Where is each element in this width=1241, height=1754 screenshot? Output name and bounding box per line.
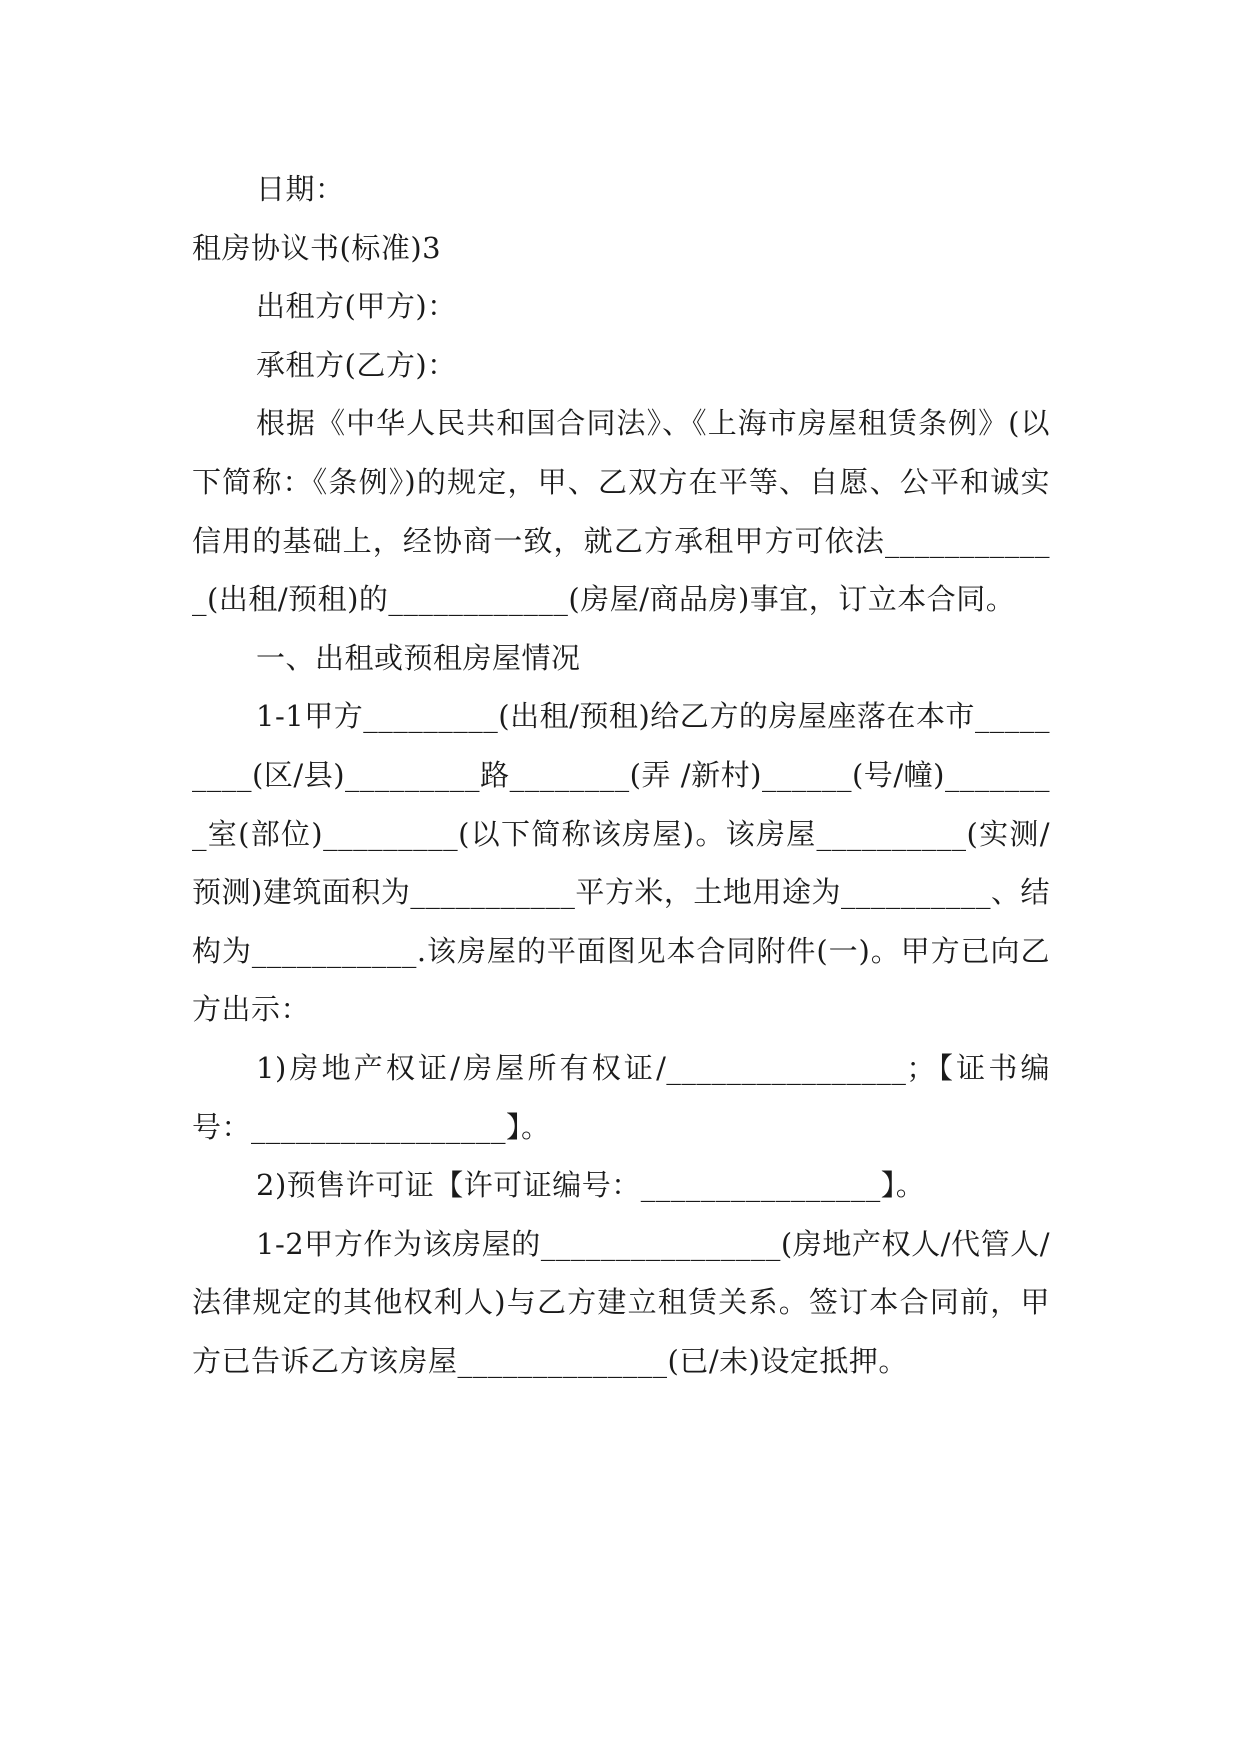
preamble-paragraph: 根据《中华人民共和国合同法》、《上海市房屋租赁条例》(以下简称：《条例》)的规定，甲、乙双方在平等、自愿、公平和诚实信用的基础上，经协商一致，就乙方承租甲方可依法____________(出租/预租)的____________(房屋/商品房)事宜，订立本合同。: [192, 406, 1050, 617]
section-heading: 一、出租或预租房屋情况: [256, 640, 581, 675]
date-line: 日期：: [256, 172, 345, 206]
document-body: [192, 160, 1050, 1390]
clause-1-1: 1-1甲方_________(出租/预租)给乙方的房屋座落在本市_________(区/县)_________路________(弄 /新村)______(号/幢)________室(部位)_________(以下简称该房屋)。该房屋__________(实测/预测)建筑面积为___________平方米，土地用途为__________、结构为___________.该房屋的平面图见本合同附件(一)。甲方已向乙方出示：: [192, 699, 1050, 1027]
clause-1-2: 1-2甲方作为该房屋的________________(房地产权人/代管人/法律规定的其他权利人)与乙方建立租赁关系。签订本合同前，甲方已告诉乙方该房屋______________(已/未)设定抵押。: [192, 1226, 1050, 1378]
lessor-line: 出租方(甲方)：: [256, 289, 457, 324]
lessee-line: 承租方(乙方)：: [256, 347, 457, 382]
document-title: 租房协议书(标准)3: [192, 230, 442, 265]
clause-1-1-item-1: 1)房地产权证/房屋所有权证/________________；【证书编号：_________________】。: [192, 1050, 1050, 1144]
clause-1-1-item-2: 2)预售许可证【许可证编号：________________】。: [256, 1168, 926, 1203]
